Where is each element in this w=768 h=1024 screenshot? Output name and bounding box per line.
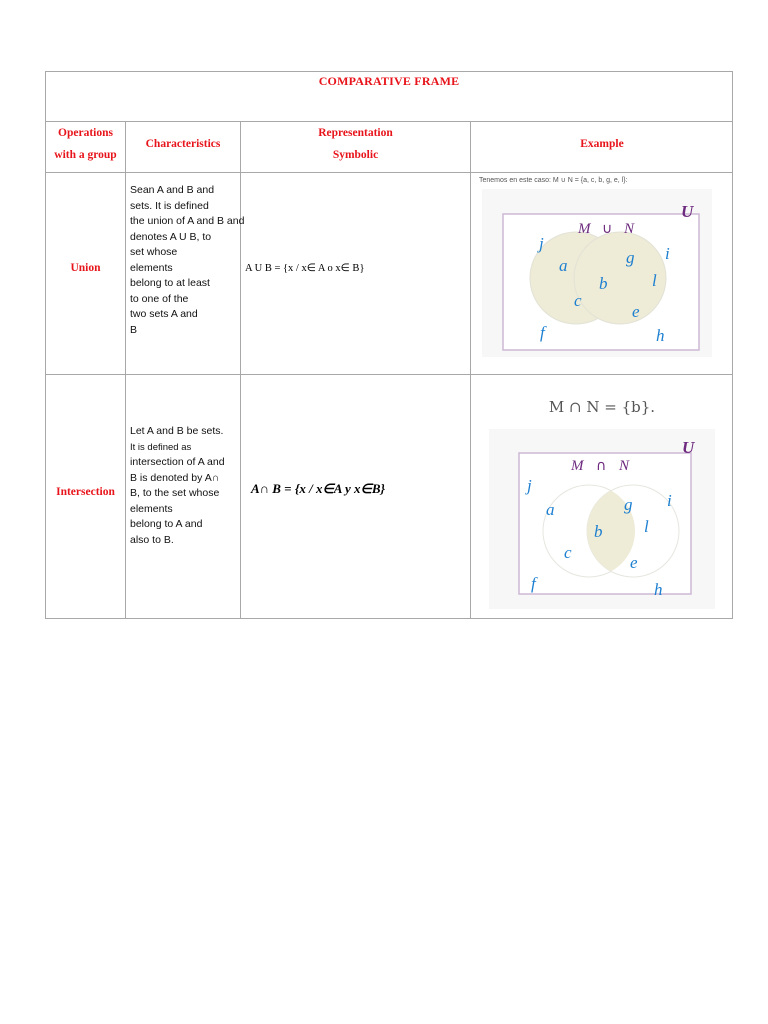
- set-m-label: M: [578, 221, 591, 237]
- description-line: Sean A and B and: [130, 184, 215, 196]
- description-line: sets. It is defined: [130, 199, 209, 212]
- element-c: c: [564, 543, 572, 562]
- header-operations-line1: Operations: [58, 127, 113, 139]
- element-i: i: [667, 491, 672, 510]
- set-m-label: M: [571, 458, 584, 474]
- element-j: j: [527, 476, 532, 495]
- row-label-intersection: Intersection: [56, 486, 115, 498]
- row-label-union: Union: [70, 262, 101, 274]
- header-example: Example: [580, 138, 624, 150]
- description-line: the union of A and B and: [130, 215, 245, 227]
- intersection-operator: ∩: [596, 458, 607, 474]
- table-title: COMPARATIVE FRAME: [318, 74, 460, 88]
- union-symbolic: A U B = {x / x∈ A o x∈ B}: [245, 263, 365, 274]
- union-operator: ∪: [602, 221, 613, 237]
- intersection-example-caption: M ∩ N = {b}.: [548, 398, 656, 416]
- union-example-caption: Tenemos en este caso: M ∪ N = {a, c, b, g, e, l}:: [479, 177, 628, 184]
- description-line: denotes A U B, to: [130, 230, 212, 243]
- header-characteristics: Characteristics: [145, 138, 221, 150]
- universe-label: U: [682, 438, 695, 457]
- description-line: elements: [130, 502, 173, 515]
- description-line: intersection of A and: [130, 456, 225, 468]
- intersection-symbolic: A∩ B = {x / x∈A y x∈B}: [251, 481, 386, 496]
- table-rule: [46, 172, 732, 173]
- description-line: Let A and B be sets.: [130, 425, 224, 437]
- element-c: c: [574, 291, 582, 310]
- description-line: B is denoted by A∩: [130, 471, 220, 484]
- description-line: also to B.: [130, 533, 174, 546]
- header-representation-line1: Representation: [318, 127, 393, 139]
- element-a: a: [546, 500, 555, 519]
- union-venn-diagram: [482, 189, 712, 357]
- description-line: B, to the set whose: [130, 487, 220, 499]
- element-l: l: [652, 271, 657, 290]
- element-g: g: [626, 248, 635, 267]
- intersection-venn-diagram: [489, 429, 715, 609]
- intersection-description: [130, 424, 245, 548]
- description-line: elements: [130, 261, 173, 274]
- description-line: set whose: [130, 246, 178, 258]
- description-line: belong to at least: [130, 277, 210, 289]
- universe-label: U: [681, 202, 694, 221]
- element-a: a: [559, 256, 568, 275]
- element-l: l: [644, 517, 649, 536]
- element-b: b: [594, 522, 603, 541]
- header-operations: [46, 122, 125, 166]
- description-line: to one of the: [130, 292, 189, 305]
- set-n-label: N: [619, 458, 630, 474]
- element-h: h: [656, 326, 665, 345]
- union-description: [130, 183, 270, 338]
- description-line: belong to A and: [130, 518, 203, 530]
- element-f: f: [531, 574, 536, 593]
- element-g: g: [624, 495, 633, 514]
- header-representation-line2: Symbolic: [332, 149, 379, 161]
- header-operations-line2: with a group: [54, 149, 117, 161]
- table-rule: [470, 121, 471, 619]
- element-h: h: [654, 580, 663, 599]
- description-line: It is defined as: [130, 441, 192, 453]
- description-line: B: [130, 323, 138, 336]
- element-f: f: [540, 323, 545, 342]
- element-j: j: [539, 234, 544, 253]
- header-representation: [241, 122, 470, 166]
- table-rule: [46, 374, 732, 375]
- element-e: e: [630, 553, 638, 572]
- set-n-label: N: [624, 221, 635, 237]
- table-rule: [125, 121, 126, 619]
- comparative-frame-table: [45, 71, 733, 619]
- element-i: i: [665, 244, 670, 263]
- description-line: two sets A and: [130, 308, 198, 320]
- element-b: b: [599, 274, 608, 293]
- element-e: e: [632, 302, 640, 321]
